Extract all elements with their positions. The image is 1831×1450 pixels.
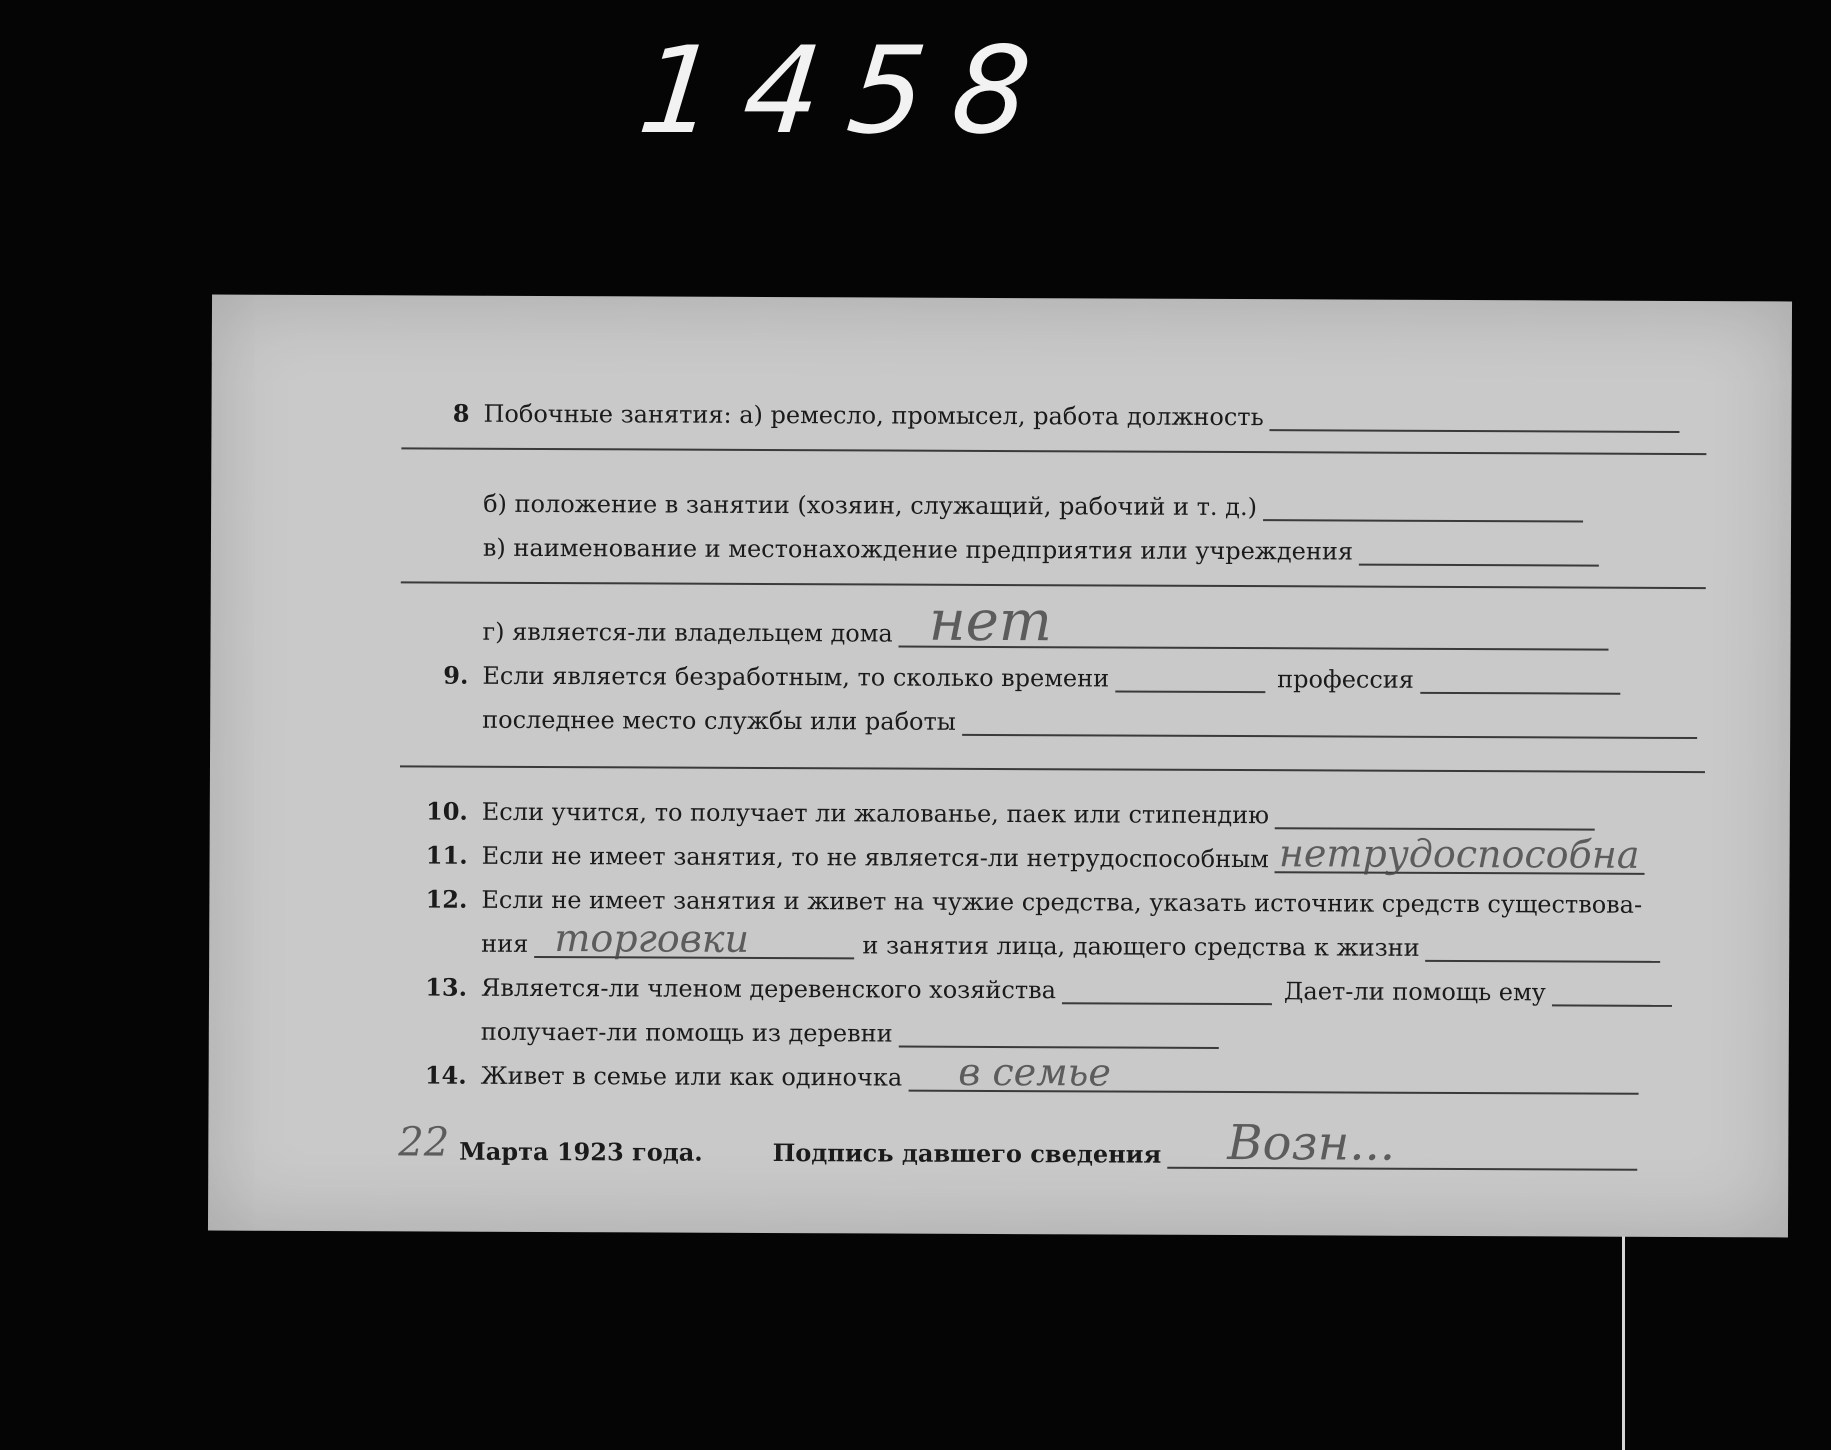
census-card (208, 295, 1792, 1238)
item-label: Если не имеет занятия и живет на чужие средства, указать источник средств существова- (481, 885, 1643, 919)
continuation-rule (401, 447, 1706, 455)
footer-row (398, 1114, 1637, 1172)
item-fill-line[interactable]: торговки (534, 930, 854, 959)
item-label-secondary: Дает-ли помощь ему (1283, 977, 1546, 1007)
item-label-secondary: профессия (1277, 665, 1415, 694)
item-number: 11. (425, 840, 468, 870)
item-number: 14. (424, 1060, 467, 1090)
item-fill-line[interactable]: в семье (908, 1064, 1638, 1095)
item-10 (410, 785, 1595, 830)
item-label: получает-ли помощь из деревни (480, 1017, 893, 1048)
item-8c (411, 521, 1599, 566)
signature-line[interactable] (1167, 1114, 1637, 1172)
item-fill-line[interactable] (1359, 538, 1599, 567)
item-number: 9. (443, 660, 469, 690)
item-number: 13. (425, 972, 468, 1002)
item-9-last-place (410, 693, 1697, 739)
item-label-secondary: и занятия лица, дающего средства к жизни (862, 931, 1420, 962)
item-label: Является-ли членом деревенского хозяйства (480, 973, 1057, 1005)
item-8b (411, 477, 1583, 522)
item-fill-line[interactable] (1263, 493, 1583, 522)
item-13-cont (409, 1005, 1219, 1049)
item-fill-line[interactable]: нет (899, 620, 1609, 651)
item-12-cont (409, 917, 1661, 962)
item-fill-line-secondary[interactable] (1552, 978, 1672, 1007)
item-label: г) является-ли владельцем дома (482, 617, 893, 648)
signature-value: Возн... (1227, 1114, 1396, 1172)
item-label: Живет в семье или как одиночка (480, 1061, 903, 1092)
item-fill-line[interactable]: нетрудоспособна (1275, 845, 1645, 875)
item-label: ния (481, 929, 529, 958)
continuation-rule (401, 581, 1706, 589)
item-fill-line-secondary[interactable] (1420, 666, 1620, 695)
item-label: Если является безработным, то сколько времени (482, 661, 1110, 693)
item-number: 12. (425, 884, 468, 914)
item-label: Если не имеет занятия, то не является-ли нетрудоспособным (481, 841, 1269, 874)
item-fill-line[interactable] (1270, 403, 1680, 433)
item-number: 10. (425, 796, 468, 826)
item-label: в) наименование и местонахождение предприятия или учреждения (482, 533, 1354, 566)
date-text: Марта 1923 года. (459, 1136, 703, 1167)
item-13 (409, 961, 1672, 1007)
item-number: 8 (452, 398, 470, 428)
item-12 (409, 873, 1642, 918)
item-label: Если учится, то получает ли жалованье, паек или стипендию (481, 797, 1270, 830)
item-fill-line-secondary[interactable] (1426, 934, 1661, 963)
item-fill-line[interactable] (899, 1020, 1219, 1049)
item-8d (411, 588, 1609, 655)
item-11 (410, 829, 1645, 877)
item-8a (411, 387, 1679, 433)
signature-label: Подпись давшего сведения (772, 1138, 1162, 1169)
item-fill-line[interactable] (962, 708, 1697, 739)
item-fill-line[interactable] (1275, 801, 1595, 830)
item-fill-line[interactable] (1115, 665, 1265, 694)
item-fill-line[interactable] (1062, 976, 1272, 1005)
item-9 (410, 649, 1620, 694)
scan-artifact-line (1622, 1225, 1625, 1450)
item-label: б) положение в занятии (хозяин, служащий, рабочий и т. д.) (483, 489, 1258, 522)
item-label: последнее место службы или работы (482, 705, 956, 736)
item-label: Побочные занятия: а) ремесло, промысел, работа должность (483, 399, 1264, 432)
item-14 (409, 1049, 1639, 1094)
film-frame-number: 1458 (632, 22, 1065, 161)
date-day: 22 (398, 1119, 450, 1166)
continuation-rule (400, 765, 1705, 773)
